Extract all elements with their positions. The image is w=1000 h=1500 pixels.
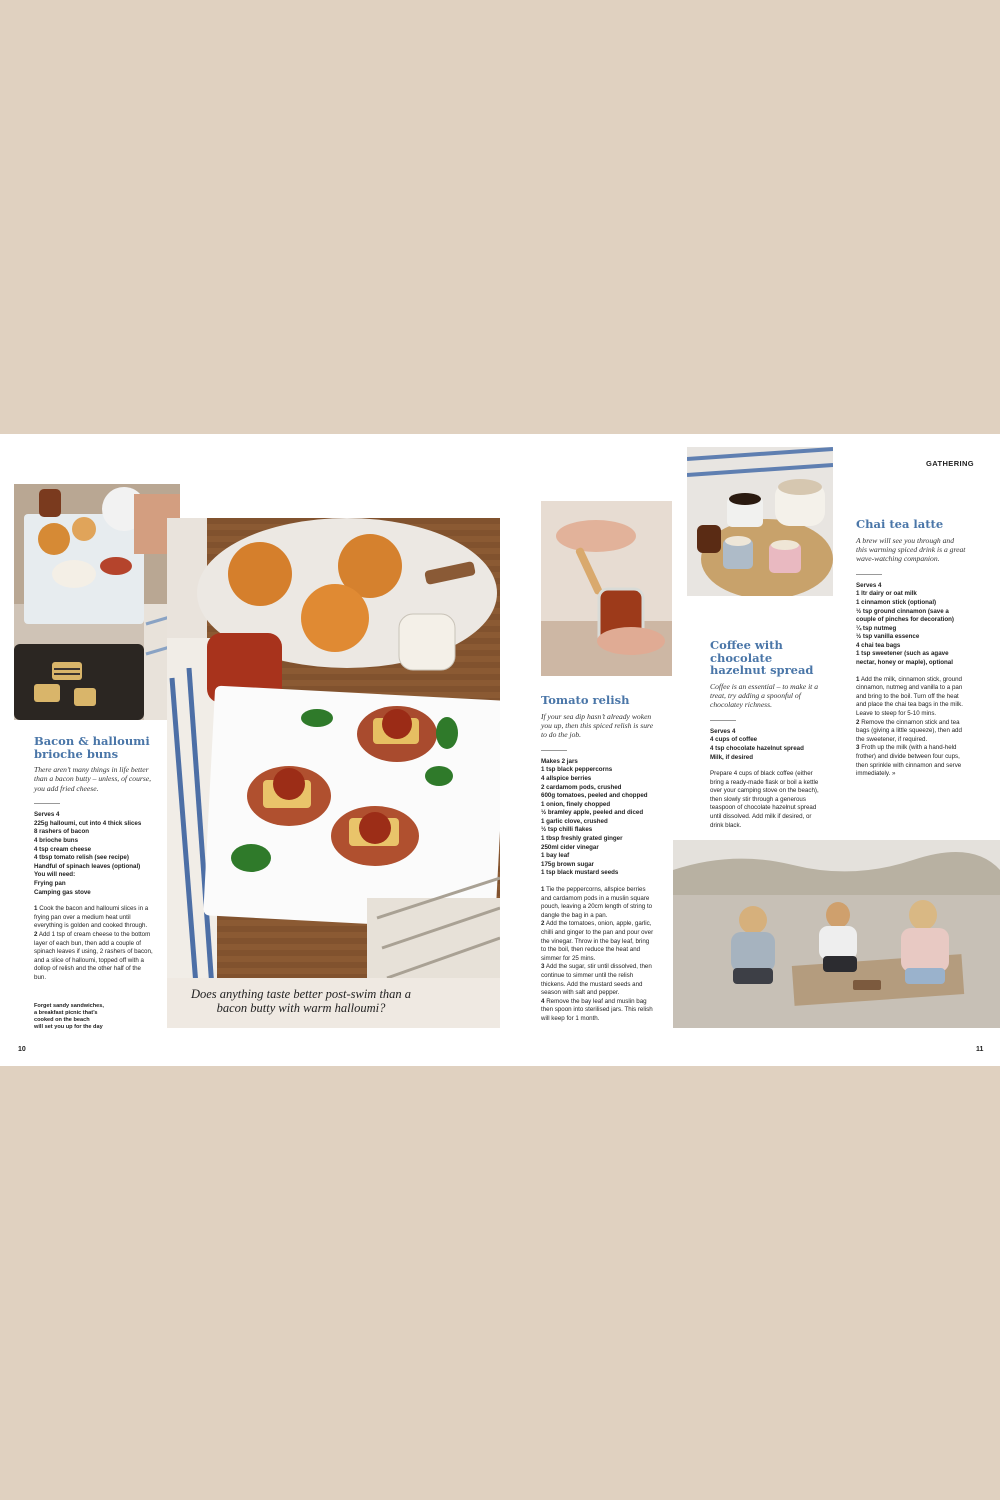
- divider: [856, 574, 882, 575]
- coffee-intro: Coffee is an essential – to make it a treat, try adding a spoonful of chocolatey richness.: [710, 681, 818, 710]
- ingredient: 4 cups of coffee: [710, 736, 758, 744]
- ingredient: 1 bay leaf: [541, 852, 570, 860]
- magazine-spread: [0, 434, 1000, 1066]
- equipment-heading: You will need:: [34, 871, 76, 879]
- ingredient: 600g tomatoes, peeled and chopped: [541, 792, 648, 800]
- relish-makes: Makes 2 jars: [541, 757, 578, 765]
- ingredient: 1 tsp black mustard seeds: [541, 869, 619, 877]
- beach-illustration: [673, 840, 1000, 1028]
- chai-intro: A brew will see you through and this warming spiced drink is a great wave-watching companion.: [856, 535, 966, 564]
- burger-tray-illustration: [167, 518, 500, 1028]
- relish-jar-illustration: [541, 501, 672, 676]
- ingredient: Handful of spinach leaves (optional): [34, 862, 141, 870]
- ingredient: 4 allspice berries: [541, 774, 592, 782]
- coffee-method: Prepare 4 cups of black coffee (either bring a ready-made flask or boil a kettle over your camping stove on the beach), then slowly stir through a generous teaspoon of chocolate hazelnut spread until dissolved. Add milk if desired, or drink black.: [710, 770, 819, 829]
- chai-recipe: [856, 518, 966, 779]
- mugs-illustration: [687, 447, 833, 596]
- ingredient: 4 tsp cream cheese: [34, 845, 92, 853]
- method-step: 1 Add the milk, cinnamon stick, ground cinnamon, nutmeg and vanilla to a pan and bring to the boil. Turn off the heat and place the chai tea bags in the milk. Leave to steep for 5-10 mins.: [856, 675, 963, 718]
- chai-serves: Serves 4: [856, 581, 882, 589]
- bacon-serves: Serves 4: [34, 811, 60, 819]
- method-step: 3 Froth up the milk (with a hand-held frother) and divide between four cups, then sprinkle with cinnamon and serve immediately. »: [856, 744, 962, 778]
- relish-title: Tomato relish: [541, 693, 630, 707]
- ingredient: 4 tsp chocolate hazelnut spread: [710, 744, 804, 752]
- method-step: 1 Cook the bacon and halloumi slices in a frying pan over a medium heat until everything is golden and cooked through.: [34, 905, 149, 930]
- ingredient: 4 chai tea bags: [856, 641, 901, 649]
- ingredient: 2 cardamom pods, crushed: [541, 783, 622, 791]
- picnic-grill-photo: [14, 484, 180, 720]
- method-step: 1 Tie the peppercorns, allspice berries and cardamom pods in a muslin square pouch, leaving a 20cm length of string to dangle the bag in a pan.: [541, 886, 653, 919]
- method-step: 2 Add the tomatoes, onion, apple, garlic, chilli and ginger to the pan and pour over the vinegar. Throw in the bay leaf, bring to the boil, then reduce the heat and simmer for 25 mins.: [541, 920, 654, 962]
- ingredient: 1 garlic clove, crushed: [541, 817, 608, 825]
- ingredient: 4 tbsp tomato relish (see recipe): [34, 854, 129, 862]
- equipment: Frying pan: [34, 879, 66, 887]
- hero-caption: Does anything taste better post-swim than a bacon butty with warm halloumi?: [190, 987, 412, 1015]
- ingredient: 250ml cider vinegar: [541, 843, 599, 851]
- bacon-title: Bacon & halloumi brioche buns: [34, 734, 150, 761]
- ingredient: ½ bramley apple, peeled and diced: [541, 809, 644, 817]
- ingredient: Milk, if desired: [710, 753, 753, 761]
- relish-ingredients: [541, 766, 656, 878]
- divider: [34, 803, 60, 804]
- ingredient: ½ tsp ground cinnamon (save a couple of pinches for decoration): [856, 607, 954, 624]
- ingredient: ½ tsp chilli flakes: [541, 826, 593, 834]
- equipment: Camping gas stove: [34, 888, 91, 896]
- picnic-grill-illustration: [14, 484, 180, 720]
- method-step: 2 Remove the cinnamon stick and tea bags (giving a little squeeze), then add the sweetener, if required.: [856, 718, 962, 743]
- coffee-title: Coffee with chocolate hazelnut spread: [710, 638, 814, 677]
- section-kicker: GATHERING: [926, 459, 975, 468]
- ingredient: ¼ tsp nutmeg: [856, 624, 897, 632]
- method-step: 3 Add the sugar, stir until dissolved, then continue to simmer until the relish thickens. Add the mustard seeds and season with salt and pepper.: [541, 963, 652, 997]
- side-caption: Forget sandy sandwiches, a breakfast picnic that’s cooked on the beach will set you up for the day: [34, 1003, 104, 1030]
- ingredient: 4 brioche buns: [34, 837, 79, 844]
- ingredient: 1 tsp sweetener (such as agave nectar, honey or maple), optional: [856, 650, 953, 667]
- ingredient: 1 tsp black peppercorns: [541, 766, 613, 774]
- chai-title: Chai tea latte: [856, 517, 944, 531]
- ingredient: 1 tbsp freshly grated ginger: [541, 835, 623, 843]
- coffee-recipe: [710, 639, 825, 830]
- ingredient: 8 rashers of bacon: [34, 828, 90, 836]
- bacon-recipe: [34, 735, 154, 983]
- beach-picnic-photo: [673, 840, 1000, 1028]
- page-number-left: 10: [18, 1046, 26, 1053]
- divider: [710, 720, 736, 721]
- hero-burger-photo: [167, 518, 500, 1028]
- relish-jar-photo: [541, 501, 672, 676]
- coffee-ingredients: [710, 736, 825, 762]
- relish-recipe: [541, 694, 656, 1024]
- ingredient: 175g brown sugar: [541, 860, 594, 868]
- ingredient: 225g halloumi, cut into 4 thick slices: [34, 819, 142, 827]
- ingredient: 1 onion, finely chopped: [541, 800, 611, 808]
- bacon-ingredients: [34, 820, 154, 897]
- divider: [541, 750, 567, 751]
- method-step: 4 Remove the bay leaf and muslin bag then spoon into sterilised jars. This relish will keep for 1 month.: [541, 997, 653, 1022]
- page-number-right: 11: [976, 1046, 984, 1053]
- method-step: 2 Add 1 tsp of cream cheese to the bottom layer of each bun, then add a couple of spinach leaves if using, 2 rashers of bacon, and a slice of halloumi, topped off with a dollop of relish and the other half of the bun.: [34, 930, 153, 981]
- coffee-mugs-photo: [687, 447, 833, 596]
- ingredient: ½ tsp vanilla essence: [856, 633, 920, 641]
- chai-ingredients: [856, 590, 966, 667]
- ingredient: 1 cinnamon stick (optional): [856, 598, 937, 606]
- ingredient: 1 ltr dairy or oat milk: [856, 590, 917, 598]
- bacon-intro: There aren’t many things in life better than a bacon butty – unless, of course, you add fried cheese.: [34, 765, 152, 793]
- coffee-serves: Serves 4: [710, 727, 736, 735]
- relish-intro: If your sea dip hasn’t already woken you up, then this spiced relish is sure to do the job.: [541, 711, 654, 740]
